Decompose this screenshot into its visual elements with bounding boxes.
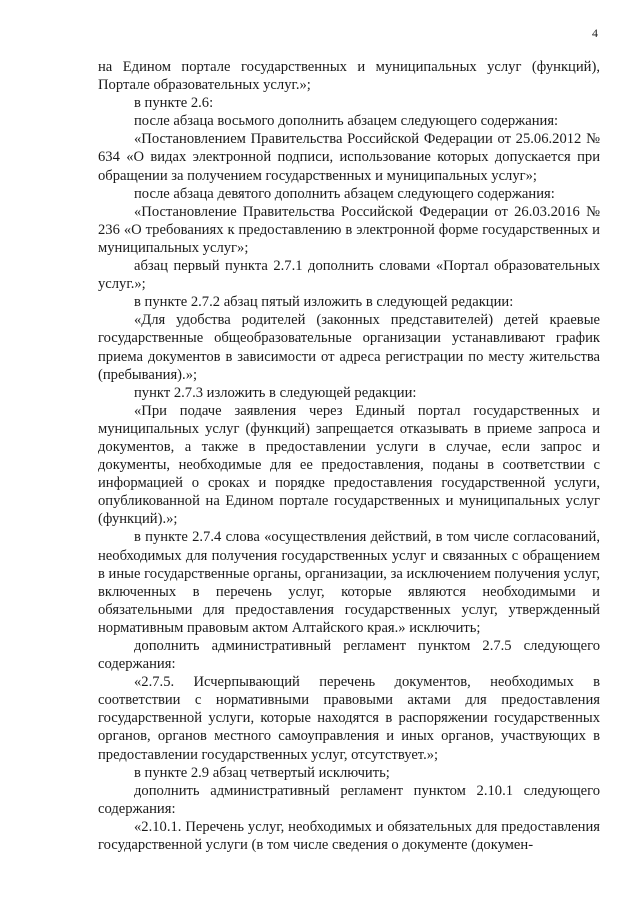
paragraph: на Едином портале государственных и муниципальных услуг (функций), Портале образовательных услуг.»; bbox=[98, 59, 600, 94]
paragraph: «При подаче заявления через Единый портал государственных и муниципальных услуг (функций) запрещается отказывать в приеме запроса и документов, а также в предоставлении услуги в случае, если запрос и документы, необходимые для ее предоставления, поданы в соответствии с информацией о сроках и порядке предоставления государственной услуги, опубликованной на Едином портале государственных и муниципальных услуг (функций).»; bbox=[98, 402, 600, 528]
paragraph: после абзаца девятого дополнить абзацем следующего содержания: bbox=[134, 185, 555, 202]
paragraph: пункт 2.7.3 изложить в следующей редакции: bbox=[134, 384, 417, 401]
paragraph: «2.7.5. Исчерпывающий перечень документов, необходимых в соответствии с нормативными правовыми актами для предоставления государственной услуги, которые находятся в распоряжении государственных органов, органов местного самоуправления и иных органов, участвующих в предоставлении государственных услуг, отсутствует.»; bbox=[98, 674, 600, 763]
paragraph: в пункте 2.6: bbox=[134, 95, 214, 112]
paragraph: «Постановление Правительства Российской Федерации от 26.03.2016 № 236 «О требованиях к предоставлению в электронной форме государственных и муниципальных услуг»; bbox=[98, 203, 600, 256]
paragraph: в пункте 2.9 абзац четвертый исключить; bbox=[134, 764, 390, 781]
paragraph: «2.10.1. Перечень услуг, необходимых и обязательных для предоставления государственной услуги (в том числе сведения о документе (докумен- bbox=[98, 818, 600, 854]
paragraph: «Постановлением Правительства Российской Федерации от 25.06.2012 № 634 «О видах электронной подписи, использование которых допускается при обращении за получением государственных и муниципальных услуг»; bbox=[98, 131, 600, 184]
paragraph: в пункте 2.7.2 абзац пятый изложить в следующей редакции: bbox=[134, 294, 514, 311]
paragraph: «Для удобства родителей (законных представителей) детей краевые государственные общеобразовательные организации устанавливают график приема документов в зависимости от адреса регистрации по месту жительства (пребывания).»; bbox=[98, 312, 600, 383]
paragraph: дополнить административный регламент пунктом 2.10.1 следующего содержания: bbox=[98, 782, 600, 817]
paragraph: дополнить административный регламент пунктом 2.7.5 следующего содержания: bbox=[98, 638, 600, 673]
page-number: 4 bbox=[592, 26, 598, 40]
paragraph: в пункте 2.7.4 слова «осуществления действий, в том числе согласований, необходимых для получения государственных услуг и связанных с обращением в иные государственные органы, организации, за исключением получения услуг, включенных в перечень услуг, которые являются необходимыми и обязательными для предоставления государственных услуг, утвержденный нормативным правовым актом Алтайского края.» исключить; bbox=[98, 529, 600, 636]
paragraph: абзац первый пункта 2.7.1 дополнить словами «Портал образовательных услуг.»; bbox=[98, 258, 600, 293]
document-body bbox=[98, 58, 600, 854]
paragraph: после абзаца восьмого дополнить абзацем следующего содержания: bbox=[134, 113, 559, 130]
